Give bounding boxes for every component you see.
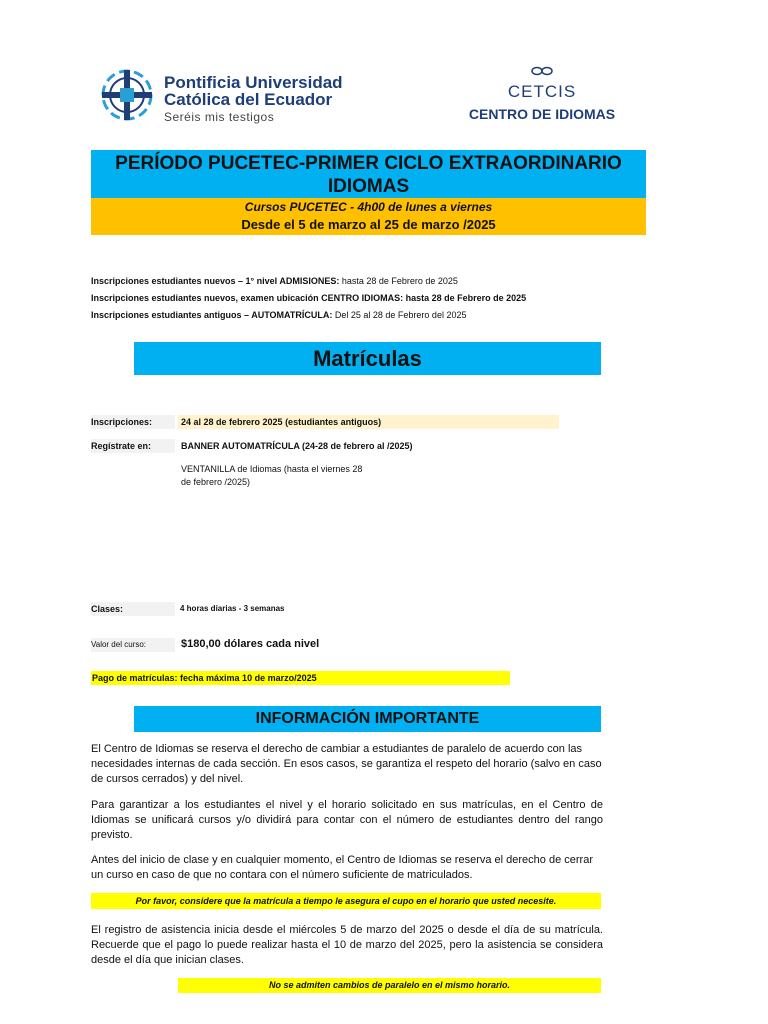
puce-cross-seal-icon — [98, 66, 156, 124]
inscription-line-returning — [91, 310, 466, 320]
info-paragraph-1: El Centro de Idiomas se reserva el derecho de cambiar a estudiantes de paralelo de acuerdo con las necesidades internas de cada sección. En esos casos, se garantiza el respeto del horario (salvo en caso de cursos cerrados) y del nivel. — [91, 743, 602, 785]
page-title-line2: IDIOMAS — [327, 176, 410, 197]
inscription-line-new-students — [91, 276, 458, 286]
ventanilla-text-1: VENTANILLA de Idiomas (hasta el viernes 28 — [181, 464, 363, 474]
inscription-line-label: Inscripciones estudiantes nuevos, examen ubicación CENTRO IDIOMAS: hasta 28 de Febrero de 2025 — [91, 293, 527, 303]
matriculas-heading: Matrículas — [134, 342, 601, 375]
inscription-line-value: Del 25 al 28 de Febrero del 2025 — [332, 310, 467, 320]
cetcis-infinity-icon — [530, 66, 554, 76]
puce-name-line2: Católica del Ecuador — [164, 90, 333, 109]
puce-tagline: Seréis mis testigos — [164, 110, 275, 124]
registrate-label: Regístrate en: — [91, 439, 175, 453]
course-schedule-band — [91, 198, 646, 235]
course-schedule-line2: Desde el 5 de marzo al 25 de marzo /2025 — [241, 217, 496, 232]
valor-value: $180,00 dólares cada nivel — [181, 638, 320, 650]
info-paragraph-4: El registro de asistencia inicia desde el miércoles 5 de marzo del 2025 o desde el día de su matrícula. Recuerde que el pago lo puede realizar hasta el 10 de marzo del 2025, pero la asistencia se considera desde el día que inician clases. — [91, 924, 603, 966]
ventanilla-text-2: de febrero /2025) — [181, 477, 251, 487]
cetcis-subtitle: CENTRO DE IDIOMAS — [468, 106, 616, 122]
ventanilla-line2 — [181, 477, 250, 487]
info-paragraph-2: Para garantizar a los estudiantes el nivel y el horario solicitado en sus matrículas, en el Centro de Idiomas se unificará cursos y/o dividirá para contar con el número de estudiantes dentro del rango previsto. — [91, 799, 603, 841]
pago-deadline: Pago de matrículas: fecha máxima 10 de marzo/2025 — [91, 671, 510, 685]
inscription-line-label: Inscripciones estudiantes antiguos – AUTOMATRÍCULA: — [91, 310, 333, 320]
puce-logo — [98, 66, 343, 124]
inscription-line-value: hasta 28 de Febrero de 2025 — [339, 276, 458, 286]
notice-matricula-a-tiempo: Por favor, considere que la matrícula a tiempo le asegura el cupo en el horario que usted necesite. — [91, 893, 601, 909]
cetcis-logo — [462, 66, 622, 122]
clases-value: 4 horas diarias - 3 semanas — [180, 604, 285, 613]
cetcis-logo-text: CETCIS — [507, 82, 577, 101]
page-title-line1: PERÍODO PUCETEC-PRIMER CICLO EXTRAORDINARIO — [115, 153, 622, 174]
inscription-line-placement — [91, 293, 526, 303]
inscripciones-value: 24 al 28 de febrero 2025 (estudiantes antiguos) — [178, 415, 559, 429]
ventanilla-line1 — [181, 464, 362, 474]
puce-name-line1: Pontificia Universidad — [164, 73, 343, 92]
valor-label: Valor del curso: — [91, 638, 175, 652]
page-title-band — [91, 150, 646, 198]
notice-no-cambios: No se admiten cambios de paralelo en el mismo horario. — [178, 978, 601, 993]
inscripciones-label: Inscripciones: — [91, 415, 175, 429]
clases-label: Clases: — [91, 602, 175, 616]
course-schedule-line1: Cursos PUCETEC - 4h00 de lunes a viernes — [244, 200, 493, 214]
inscription-line-label: Inscripciones estudiantes nuevos – 1° nivel ADMISIONES: — [91, 276, 340, 286]
registrate-value: BANNER AUTOMATRÍCULA (24-28 de febrero al /2025) — [181, 441, 413, 451]
info-heading: INFORMACIÓN IMPORTANTE — [134, 706, 601, 732]
info-paragraph-3: Antes del inicio de clase y en cualquier momento, el Centro de Idiomas se reserva el derecho de cerrar un curso en caso de que no contara con el número suficiente de matriculados. — [91, 854, 593, 881]
